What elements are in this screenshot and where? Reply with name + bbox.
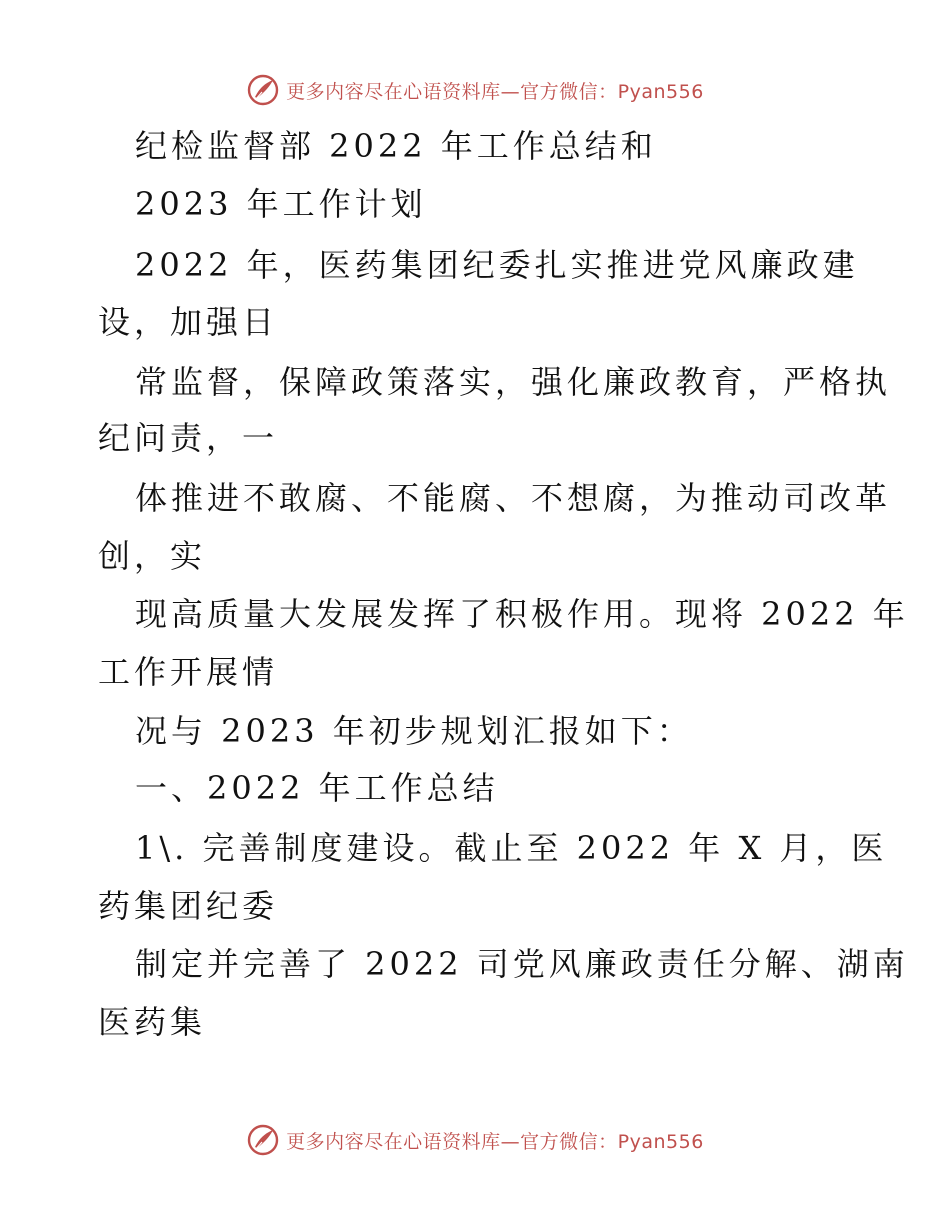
paragraph-line: 制定并完善了 2022 司党风廉政责任分解、湖南 — [135, 945, 909, 983]
paragraph-line: 医药集 — [98, 1003, 207, 1041]
paragraph-line: 2022 年，医药集团纪委扎实推进党风廉政建 — [135, 246, 859, 284]
paragraph-line: 现高质量大发展发挥了积极作用。现将 2022 年 — [135, 595, 909, 633]
paragraph-line: 1\. 完善制度建设。截止至 2022 年 X 月，医 — [135, 829, 888, 867]
quill-seal-icon — [246, 1123, 280, 1157]
quill-seal-icon — [246, 73, 280, 107]
paragraph-line: 创，实 — [98, 537, 207, 575]
paragraph-line: 况与 2023 年初步规划汇报如下： — [135, 712, 693, 750]
paragraph-line: 常监督，保障政策落实，强化廉政教育，严格执 — [135, 363, 892, 401]
document-title-line-2: 2023 年工作计划 — [135, 185, 427, 223]
section-heading: 一、2022 年工作总结 — [135, 769, 499, 807]
paragraph-line: 纪问责，一 — [98, 419, 279, 457]
document-title-line-1: 纪检监督部 2022 年工作总结和 — [135, 127, 657, 165]
paragraph-line: 体推进不敢腐、不能腐、不想腐，为推动司改革 — [135, 479, 892, 517]
header-watermark-banner — [0, 70, 950, 110]
header-watermark-text: 更多内容尽在心语资料库—官方微信：Pyan556 — [286, 80, 704, 103]
paragraph-line: 设，加强日 — [98, 303, 279, 341]
footer-watermark-text: 更多内容尽在心语资料库—官方微信：Pyan556 — [286, 1130, 704, 1153]
paragraph-line: 药集团纪委 — [98, 887, 279, 925]
footer-watermark-banner — [0, 1120, 950, 1160]
paragraph-line: 工作开展情 — [98, 653, 279, 691]
